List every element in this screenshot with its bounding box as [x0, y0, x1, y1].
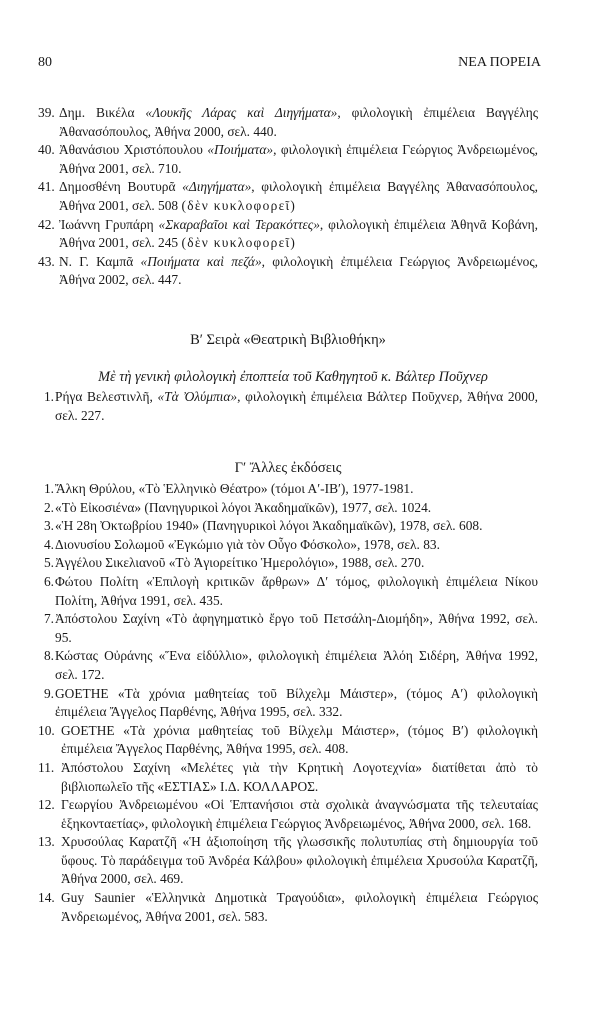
list-item: 10. GOETHE «Τὰ χρόνια μαθητείας τοῦ Βίλχελμ Μάιστερ», (τόμος Β′) φιλολογικὴ ἐπιμέλεια Ἄγγελος Παρθένης, Ἀθήνα 1995, σελ. 408. — [38, 722, 538, 757]
list-item: 6. Φώτου Πολίτη «Ἐπιλογὴ κριτικῶν ἄρθρων» Δ′ τόμος, φιλολογικὴ ἐπιμέλεια Νίκου Πολίτη, Ἀθήνα 1991, σελ. 435. — [43, 573, 538, 608]
list-item: 7. Ἀπόστολου Σαχίνη «Τὸ ἀφηγηματικὸ ἔργο τοῦ Πετσάλη-Διομήδη», Ἀθήνα 1992, σελ. 95. — [43, 611, 538, 645]
list-item: 5. Ἀγγέλου Σικελιανοῦ «Τὸ Ἁγιορείτικο Ἡμερολόγιο», 1988, σελ. 270. — [43, 555, 425, 571]
section-c-heading: Γ′ Ἄλλες ἐκδόσεις — [234, 460, 342, 476]
list-item: 11. Ἀπόστολου Σαχίνη «Μελέτες γιὰ τὴν Κρητικὴ Λογοτεχνία» διατίθεται ἀπὸ τὸ βιβλιοπωλεῖο τῆς «ΕΣΤΙΑΣ» Ι.Δ. ΚΟΛΛΑΡΟΣ. — [38, 759, 538, 794]
page-header — [38, 55, 541, 71]
section-b-subtitle: Μὲ τὴ γενικὴ φιλολογικὴ ἐποπτεία τοῦ Καθηγητοῦ κ. Βάλτερ Ποῦχνερ — [98, 369, 488, 385]
list-item: 41. Δημοσθένη Βουτυρᾶ «Διηγήματα», φιλολογικὴ ἐπιμέλεια Βαγγέλης Ἀθανασόπουλος, Ἀθήνα 2001, σελ. 508 (δὲν κυκλοφορεῖ) — [38, 179, 538, 213]
list-item: 4. Διονυσίου Σολωμοῦ «Ἐγκώμιο γιὰ τὸν Οὖγο Φόσκολο», 1978, σελ. 83. — [43, 536, 440, 552]
list-item: 9. GOETHE «Τὰ χρόνια μαθητείας τοῦ Βίλχελμ Μάιστερ», (τόμος Α′) φιλολογικὴ ἐπιμέλεια Ἄγγελος Παρθένης, Ἀθήνα 1995, σελ. 332. — [43, 685, 538, 720]
series-a-list — [38, 104, 538, 290]
list-item: 1. Ἄλκη Θρύλου, «Τὸ Ἑλληνικὸ Θέατρο» (τόμοι Α′-ΙΒ′), 1977-1981. — [43, 481, 414, 496]
page-number: 80 — [38, 55, 52, 70]
list-item: 2. «Τὸ Εἰκοσιένα» (Πανηγυρικοὶ λόγοι Ἀκαδημαϊκῶν), 1977, σελ. 1024. — [43, 499, 432, 515]
list-item: 13. Χρυσούλας Καρατζῆ «Ἡ ἀξιοποίηση τῆς γλωσσικῆς πολυτυπίας στὴ δημιουργία τοῦ ὕφους. Τὸ παράδειγμα τοῦ Ἀνδρέα Κάλβου» φιλολογικὴ ἐπιμέλεια Χρυσούλα Καρατζῆ, Ἀθήνα 2000, σελ. 469. — [38, 834, 538, 887]
section-b-heading: Β′ Σειρὰ «Θεατρικὴ Βιβλιοθήκη» — [190, 332, 386, 348]
list-item: 39. Δημ. Βικέλα «Λουκῆς Λάρας καὶ Διηγήματα», φιλολογικὴ ἐπιμέλεια Βαγγέλης Ἀθανασόπουλος, Ἀθήνα 2000, σελ. 440. — [38, 105, 539, 139]
section-c-list — [38, 480, 538, 926]
list-item: 14. Guy Saunier «Ἑλληνικὰ Δημοτικὰ Τραγούδια», φιλολογικὴ ἐπιμέλεια Γεώργιος Ἀνδρειωμένος, Ἀθήνα 2001, σελ. 583. — [38, 890, 538, 924]
list-item: 8. Κώστας Οὐράνης «Ἕνα εἰδύλλιο», φιλολογικὴ ἐπιμέλεια Ἀλόη Σιδέρη, Ἀθήνα 1992, σελ. 172. — [43, 648, 538, 682]
list-item: 1. Ρήγα Βελεστινλῆ, «Τὰ Ὀλύμπια», φιλολογικὴ ἐπιμέλεια Βάλτερ Ποῦχνερ, Ἀθήνα 2000, σελ. 227. — [43, 389, 538, 423]
list-item: 12. Γεωργίου Ἀνδρειωμένου «Οἱ Ἑπτανήσιοι στὰ σχολικὰ ἀναγνώσματα τῆς τελευταίας ἑξηκονταετίας», φιλολογικὴ ἐπιμέλεια Γεώργιος Ἀνδρειωμένος, Ἀθήνα 2000, σελ. 168. — [38, 797, 538, 831]
list-item: 42. Ἰωάννη Γρυπάρη «Σκαραβαῖοι καὶ Τερακόττες», φιλολογικὴ ἐπιμέλεια Ἀθηνᾶ Κοβάνη, Ἀθήνα 2001, σελ. 245 (δὲν κυκλοφορεῖ) — [38, 216, 538, 251]
running-title: ΝΕΑ ΠΟΡΕΙΑ — [458, 55, 541, 70]
list-item: 3. «Ἡ 28η Ὀκτωβρίου 1940» (Πανηγυρικοὶ λόγοι Ἀκαδημαϊκῶν), 1978, σελ. 608. — [43, 518, 483, 534]
section-b-list — [38, 388, 538, 425]
list-item: 43. Ν. Γ. Καμπᾶ «Ποιήματα καὶ πεζά», φιλολογικὴ ἐπιμέλεια Γεώργιος Ἀνδρειωμένος, Ἀθήνα 2002, σελ. 447. — [38, 253, 539, 288]
list-item: 40. Ἀθανάσιου Χριστόπουλου «Ποιήματα», φιλολογικὴ ἐπιμέλεια Γεώργιος Ἀνδρειωμένος, Ἀθήνα 2001, σελ. 710. — [38, 142, 539, 176]
